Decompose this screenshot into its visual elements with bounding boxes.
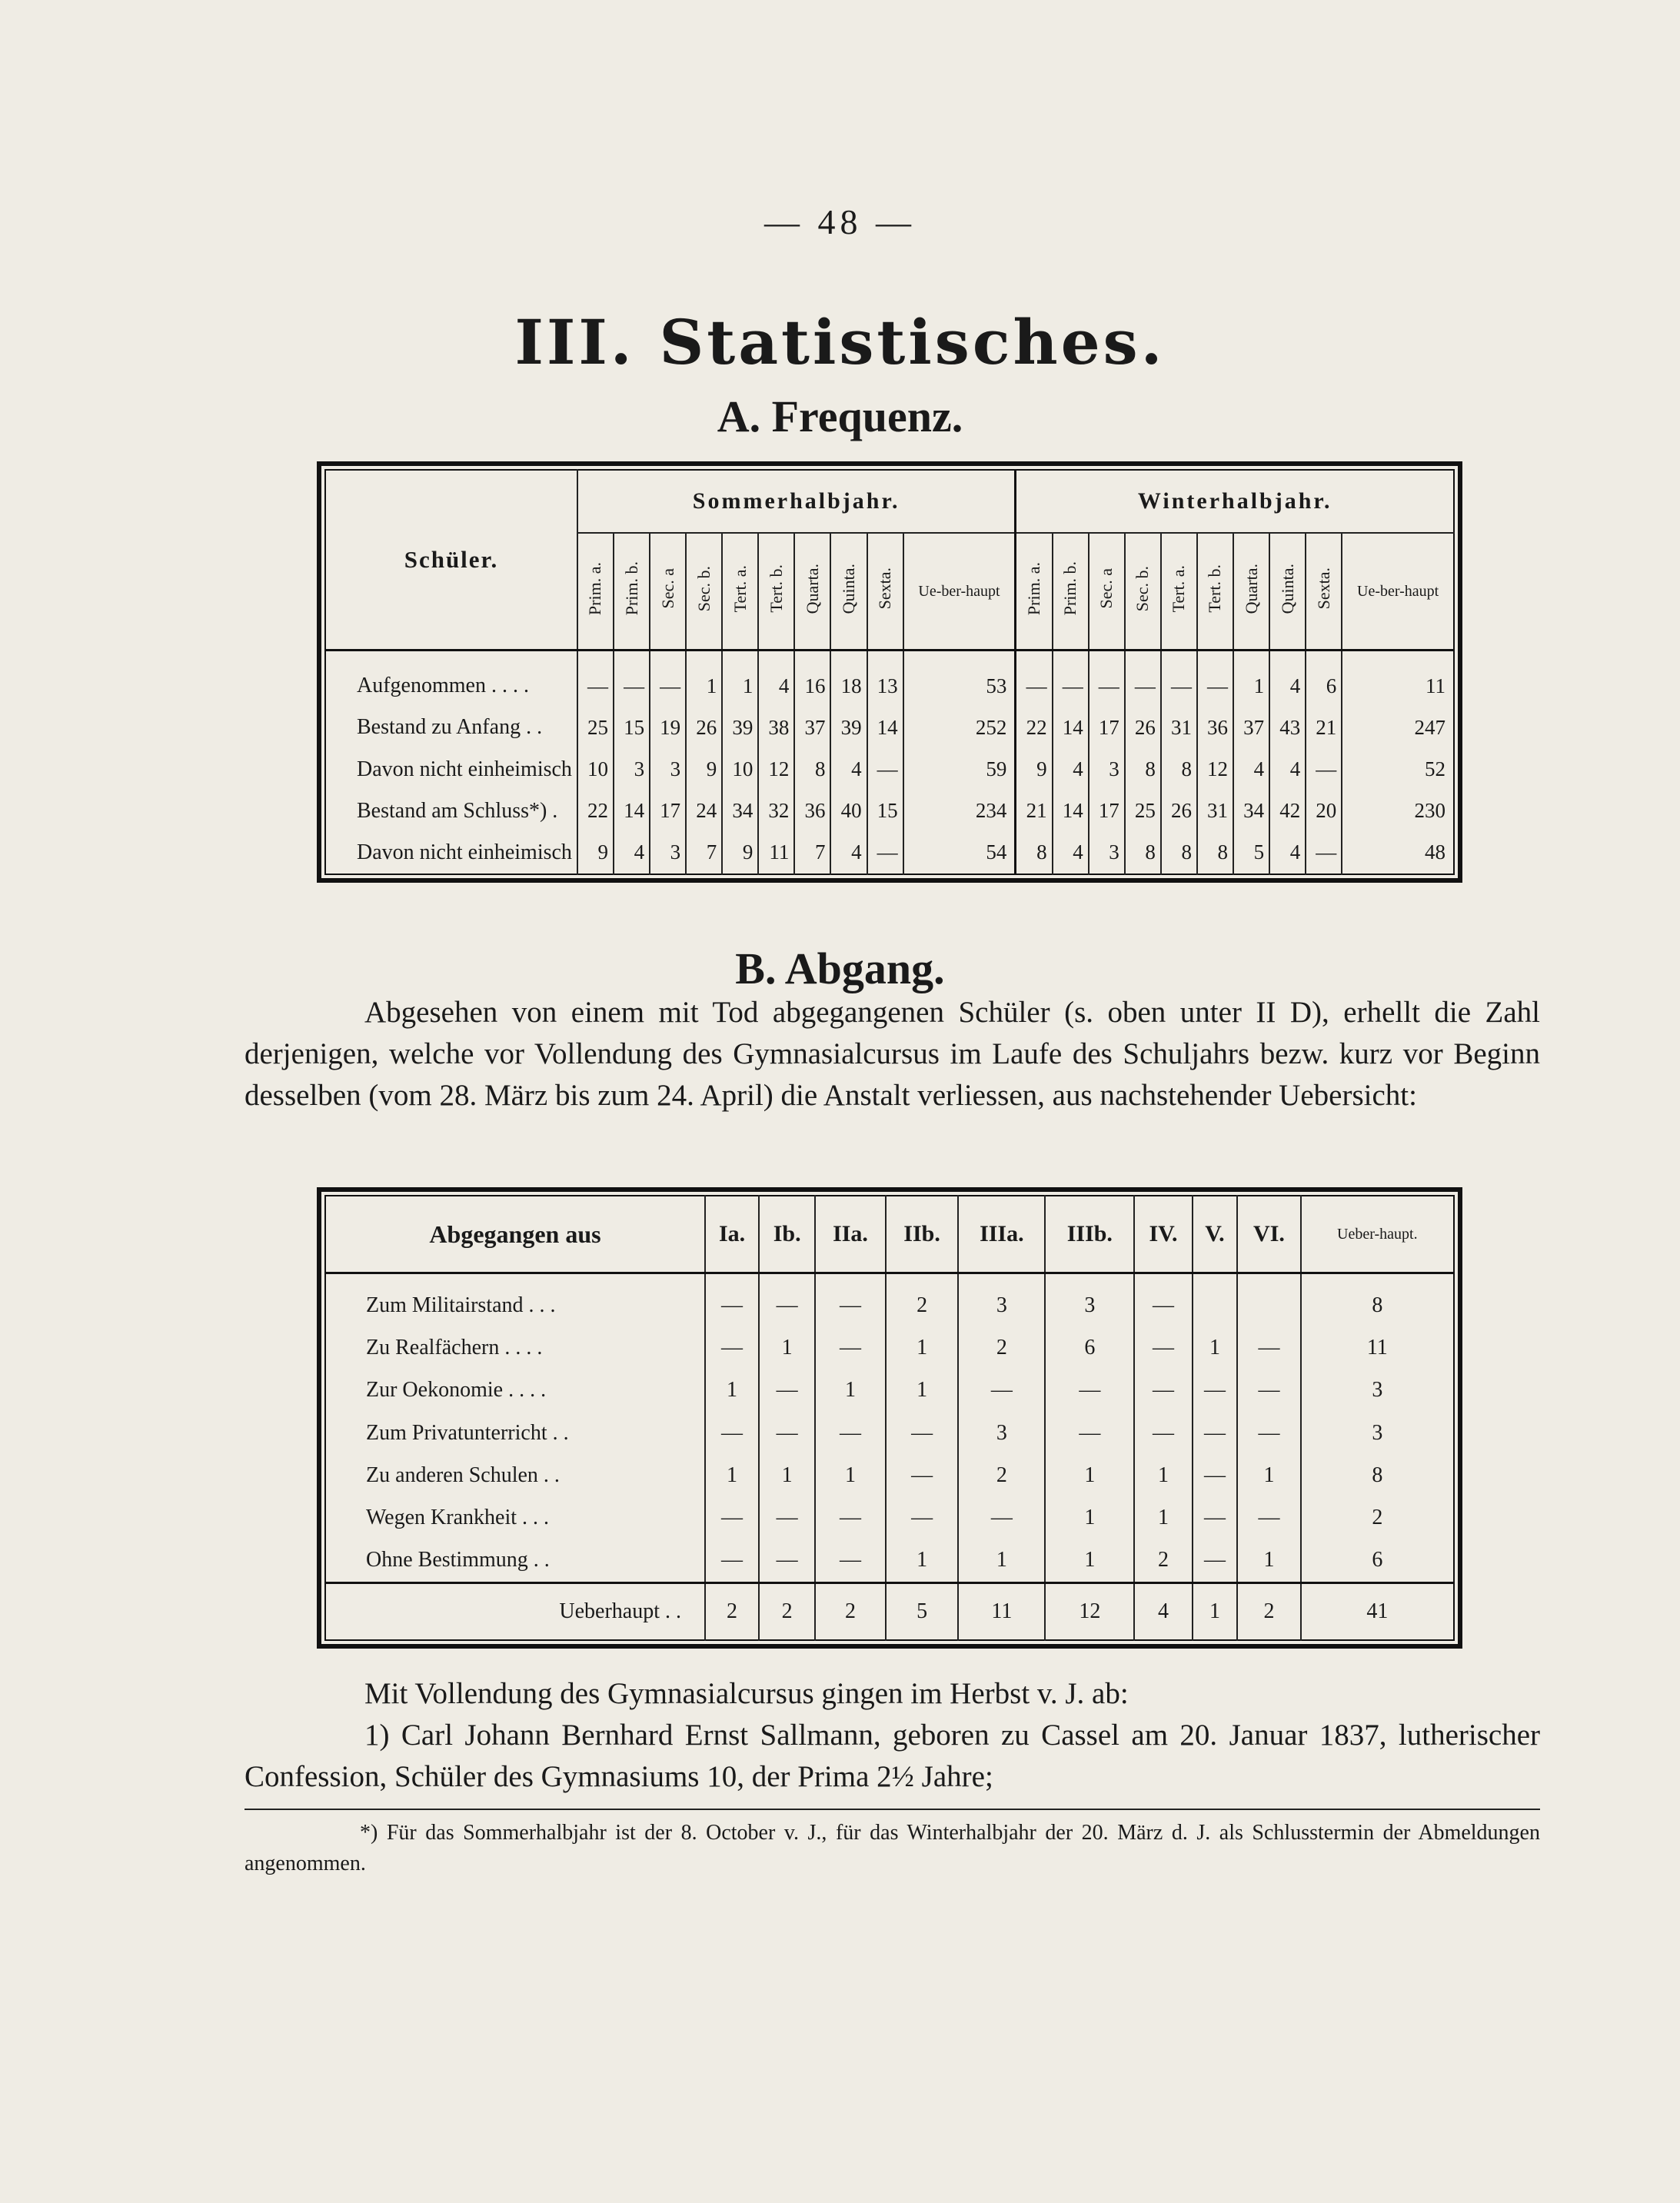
column-header: IIIb. bbox=[1045, 1196, 1134, 1273]
winter-cell: 5 bbox=[1233, 832, 1269, 874]
column-header-winter bbox=[1161, 533, 1197, 651]
table-cell: 1 bbox=[815, 1369, 886, 1412]
winter-cell: 34 bbox=[1233, 790, 1269, 832]
summer-cell: 39 bbox=[830, 707, 867, 748]
column-header: Ia. bbox=[705, 1196, 759, 1273]
winter-cell: — bbox=[1053, 651, 1089, 707]
table-cell: 1 bbox=[1134, 1454, 1192, 1496]
column-header: IV. bbox=[1134, 1196, 1192, 1273]
summer-cell: 3 bbox=[650, 748, 686, 790]
table-cell: 6 bbox=[1045, 1327, 1134, 1369]
summer-cell: 19 bbox=[650, 707, 686, 748]
summer-cell: 3 bbox=[650, 832, 686, 874]
summer-cell: 14 bbox=[614, 790, 650, 832]
sum-cell: 11 bbox=[958, 1583, 1045, 1641]
winter-cell: 12 bbox=[1197, 748, 1233, 790]
sum-cell: 2 bbox=[705, 1583, 759, 1641]
winter-cell: 14 bbox=[1053, 707, 1089, 748]
row-total-cell: 11 bbox=[1301, 1327, 1454, 1369]
table-cell: 1 bbox=[886, 1327, 959, 1369]
table-cell: 1 bbox=[958, 1539, 1045, 1583]
sum-cell: 2 bbox=[815, 1583, 886, 1641]
graduates-intro: Mit Vollendung des Gymnasialcursus gingen im Herbst v. J. ab: bbox=[364, 1677, 1129, 1710]
table-cell: 1 bbox=[886, 1539, 959, 1583]
column-header-label: Prim. a. bbox=[1024, 561, 1044, 616]
winter-cell: 3 bbox=[1089, 832, 1125, 874]
column-header-label: Sexta. bbox=[875, 567, 895, 610]
summer-cell: — bbox=[867, 748, 903, 790]
table-cell: — bbox=[886, 1454, 959, 1496]
table-cell: — bbox=[705, 1412, 759, 1454]
column-header-label: Prim. b. bbox=[621, 561, 641, 616]
sum-cell: 5 bbox=[886, 1583, 959, 1641]
table-cell: 1 bbox=[1045, 1454, 1134, 1496]
winter-cell: — bbox=[1089, 651, 1125, 707]
column-header: VI. bbox=[1237, 1196, 1300, 1273]
summer-cell: 4 bbox=[758, 651, 794, 707]
table-cell: — bbox=[1237, 1496, 1300, 1539]
row-total-cell: 6 bbox=[1301, 1539, 1454, 1583]
row-label: Davon nicht einheimisch bbox=[357, 840, 572, 864]
row-label: Davon nicht einheimisch bbox=[357, 757, 572, 781]
column-header-summer bbox=[577, 533, 614, 651]
winter-cell: 43 bbox=[1269, 707, 1306, 748]
graduates-section bbox=[245, 1673, 1540, 1798]
column-header-winter bbox=[1233, 533, 1269, 651]
winter-cell: 8 bbox=[1125, 748, 1161, 790]
table-row bbox=[325, 790, 1454, 832]
row-label: Bestand zu Anfang . . bbox=[357, 715, 543, 740]
summer-cell: 4 bbox=[830, 832, 867, 874]
column-header-winter bbox=[1016, 533, 1053, 651]
table-cell: — bbox=[759, 1539, 815, 1583]
table-cell: 2 bbox=[1134, 1539, 1192, 1583]
frequenz-table bbox=[324, 469, 1455, 875]
column-header-label: Tert. a. bbox=[730, 564, 750, 613]
summer-cell: 34 bbox=[722, 790, 758, 832]
column-header-label: Tert. b. bbox=[766, 564, 786, 613]
column-header-total-winter: Ue-ber-haupt bbox=[1342, 533, 1454, 651]
table-row bbox=[325, 832, 1454, 874]
winter-cell: 8 bbox=[1016, 832, 1053, 874]
table-cell: — bbox=[1193, 1412, 1238, 1454]
summer-cell: 7 bbox=[686, 832, 722, 874]
column-header-winter bbox=[1197, 533, 1233, 651]
summer-cell: 1 bbox=[686, 651, 722, 707]
winter-cell: 36 bbox=[1197, 707, 1233, 748]
summer-total-cell: 54 bbox=[903, 832, 1016, 874]
summer-header: Sommerhalbjahr. bbox=[577, 470, 1016, 533]
row-label: Zum Militairstand . . . bbox=[366, 1293, 556, 1317]
winter-cell: 14 bbox=[1053, 790, 1089, 832]
table-cell: — bbox=[759, 1412, 815, 1454]
row-label: Aufgenommen . . . . bbox=[357, 674, 529, 698]
intro-paragraph-text: Abgesehen von einem mit Tod abgegangenen Schüler (s. oben unter II D), erhellt die Zahl derjenigen, welche vor Vollendung des Gymnasialcursus im Laufe des Schuljahrs bezw. kurz vor Beginn desselben (vom 28. März bis zum 24. April) die Anstalt verliessen, aus nachstehender Uebersicht: bbox=[245, 996, 1540, 1112]
winter-total-cell: 52 bbox=[1342, 748, 1454, 790]
summer-cell: 39 bbox=[722, 707, 758, 748]
summer-cell: 25 bbox=[577, 707, 614, 748]
column-header-label: Quarta. bbox=[802, 563, 822, 614]
column-header-label: Sec. b. bbox=[694, 565, 714, 612]
table-cell: — bbox=[1193, 1539, 1238, 1583]
summer-cell: 22 bbox=[577, 790, 614, 832]
table-cell: 1 bbox=[705, 1369, 759, 1412]
table-cell: 1 bbox=[705, 1454, 759, 1496]
summer-cell: 38 bbox=[758, 707, 794, 748]
row-total-cell: 8 bbox=[1301, 1454, 1454, 1496]
table-cell: — bbox=[958, 1496, 1045, 1539]
winter-cell: 4 bbox=[1269, 748, 1306, 790]
column-header-label: Quinta. bbox=[839, 563, 859, 614]
summer-cell: — bbox=[614, 651, 650, 707]
table-row bbox=[325, 1412, 1454, 1454]
table-cell: — bbox=[705, 1273, 759, 1327]
column-header-summer bbox=[650, 533, 686, 651]
winter-cell: 9 bbox=[1016, 748, 1053, 790]
table-cell: — bbox=[1237, 1327, 1300, 1369]
abgang-table-frame bbox=[317, 1187, 1462, 1649]
column-header: IIIa. bbox=[958, 1196, 1045, 1273]
table-cell bbox=[1193, 1273, 1238, 1327]
table-cell: — bbox=[1237, 1412, 1300, 1454]
summer-cell: 8 bbox=[794, 748, 830, 790]
table-row bbox=[325, 1496, 1454, 1539]
table-cell: — bbox=[705, 1496, 759, 1539]
winter-cell: 42 bbox=[1269, 790, 1306, 832]
summer-cell: 1 bbox=[722, 651, 758, 707]
table-row bbox=[325, 1454, 1454, 1496]
table-cell: 1 bbox=[1193, 1327, 1238, 1369]
row-label: Bestand am Schluss*) . bbox=[357, 798, 558, 823]
table-cell: — bbox=[1134, 1327, 1192, 1369]
sum-cell: 1 bbox=[1193, 1583, 1238, 1641]
column-header: V. bbox=[1193, 1196, 1238, 1273]
row-label: Zum Privatunterricht . . bbox=[366, 1420, 569, 1445]
summer-cell: — bbox=[650, 651, 686, 707]
table-row bbox=[325, 748, 1454, 790]
winter-cell: 25 bbox=[1125, 790, 1161, 832]
row-label: Ohne Bestimmung . . bbox=[366, 1548, 550, 1572]
winter-cell: — bbox=[1306, 748, 1342, 790]
winter-cell: 8 bbox=[1125, 832, 1161, 874]
winter-cell: 26 bbox=[1125, 707, 1161, 748]
table-cell: 1 bbox=[1237, 1539, 1300, 1583]
table-cell: — bbox=[1237, 1369, 1300, 1412]
table-cell: — bbox=[1193, 1496, 1238, 1539]
table-cell: 1 bbox=[1045, 1496, 1134, 1539]
row-label: Zu Realfächern . . . . bbox=[366, 1336, 543, 1360]
table-cell: 1 bbox=[815, 1454, 886, 1496]
column-header-label: Sec. a bbox=[657, 568, 677, 609]
winter-total-cell: 48 bbox=[1342, 832, 1454, 874]
winter-cell: — bbox=[1016, 651, 1053, 707]
column-header-label: Quinta. bbox=[1277, 563, 1297, 614]
summer-cell: 9 bbox=[722, 832, 758, 874]
summer-cell: — bbox=[867, 832, 903, 874]
table-cell: — bbox=[886, 1412, 959, 1454]
table-cell: 3 bbox=[958, 1412, 1045, 1454]
table-cell: — bbox=[1193, 1369, 1238, 1412]
column-header-summer bbox=[722, 533, 758, 651]
column-header-total-summer: Ue-ber-haupt bbox=[903, 533, 1016, 651]
winter-cell: 1 bbox=[1233, 651, 1269, 707]
summer-cell: 16 bbox=[794, 651, 830, 707]
abgang-label-header: Abgegangen aus bbox=[325, 1196, 705, 1273]
column-header-summer bbox=[758, 533, 794, 651]
summer-cell: 36 bbox=[794, 790, 830, 832]
column-header: IIa. bbox=[815, 1196, 886, 1273]
summer-cell: 14 bbox=[867, 707, 903, 748]
winter-cell: 31 bbox=[1161, 707, 1197, 748]
winter-cell: 4 bbox=[1269, 832, 1306, 874]
subsection-title-frequenz: A. Frequenz. bbox=[717, 391, 963, 441]
column-header-summer bbox=[794, 533, 830, 651]
table-cell: 2 bbox=[958, 1454, 1045, 1496]
table-row bbox=[325, 1273, 1454, 1327]
table-row bbox=[325, 1539, 1454, 1583]
winter-cell: — bbox=[1197, 651, 1233, 707]
schueler-header: Schüler. bbox=[325, 470, 577, 651]
table-cell: — bbox=[705, 1539, 759, 1583]
column-header-winter bbox=[1125, 533, 1161, 651]
table-cell: 1 bbox=[1134, 1496, 1192, 1539]
column-header-label: Tert. b. bbox=[1205, 564, 1225, 613]
column-header-summer bbox=[614, 533, 650, 651]
row-label: Zu anderen Schulen . . bbox=[366, 1463, 560, 1487]
summer-cell: 18 bbox=[830, 651, 867, 707]
winter-cell: — bbox=[1306, 832, 1342, 874]
summer-cell: 17 bbox=[650, 790, 686, 832]
table-cell: 1 bbox=[1045, 1539, 1134, 1583]
sum-cell: 12 bbox=[1045, 1583, 1134, 1641]
winter-cell: 26 bbox=[1161, 790, 1197, 832]
sum-row-label: Ueberhaupt . . bbox=[325, 1583, 705, 1641]
winter-cell: 21 bbox=[1306, 707, 1342, 748]
footnote-text: *) Für das Sommerhalbjahr ist der 8. October v. J., für das Winterhalbjahr der 20. März d. J. als Schlusstermin der Abmeldungen angenommen. bbox=[245, 1821, 1540, 1875]
table-row bbox=[325, 1369, 1454, 1412]
summer-cell: 9 bbox=[686, 748, 722, 790]
summer-cell: 4 bbox=[614, 832, 650, 874]
winter-total-cell: 247 bbox=[1342, 707, 1454, 748]
column-header-winter bbox=[1053, 533, 1089, 651]
summer-cell: 10 bbox=[722, 748, 758, 790]
summer-cell: 3 bbox=[614, 748, 650, 790]
winter-total-cell: 230 bbox=[1342, 790, 1454, 832]
winter-cell: 3 bbox=[1089, 748, 1125, 790]
column-header-label: Sec. a bbox=[1096, 568, 1116, 609]
column-header: Ib. bbox=[759, 1196, 815, 1273]
summer-cell: 37 bbox=[794, 707, 830, 748]
summer-cell: 12 bbox=[758, 748, 794, 790]
row-total-cell: 8 bbox=[1301, 1273, 1454, 1327]
winter-cell: 21 bbox=[1016, 790, 1053, 832]
section-title: III. Statistisches. bbox=[514, 306, 1166, 378]
table-cell: — bbox=[759, 1496, 815, 1539]
sum-cell: 2 bbox=[759, 1583, 815, 1641]
column-header-summer bbox=[686, 533, 722, 651]
table-row bbox=[325, 1327, 1454, 1369]
table-cell: — bbox=[1134, 1412, 1192, 1454]
column-header-total: Ueber-haupt. bbox=[1301, 1196, 1454, 1273]
table-cell: — bbox=[1045, 1412, 1134, 1454]
winter-cell: 17 bbox=[1089, 707, 1125, 748]
column-header-winter bbox=[1306, 533, 1342, 651]
column-header-label: Prim. a. bbox=[585, 561, 605, 616]
summer-total-cell: 59 bbox=[903, 748, 1016, 790]
sum-cell: 2 bbox=[1237, 1583, 1300, 1641]
table-cell: 1 bbox=[759, 1454, 815, 1496]
summer-cell: 32 bbox=[758, 790, 794, 832]
column-header-label: Prim. b. bbox=[1060, 561, 1080, 616]
table-cell: — bbox=[759, 1369, 815, 1412]
column-header-label: Quarta. bbox=[1241, 563, 1261, 614]
table-cell: 3 bbox=[958, 1273, 1045, 1327]
column-header-summer bbox=[830, 533, 867, 651]
table-cell: — bbox=[705, 1327, 759, 1369]
column-header-winter bbox=[1269, 533, 1306, 651]
summer-cell: 10 bbox=[577, 748, 614, 790]
winter-cell: 22 bbox=[1016, 707, 1053, 748]
table-cell: — bbox=[958, 1369, 1045, 1412]
summer-cell: 15 bbox=[867, 790, 903, 832]
table-cell: — bbox=[886, 1496, 959, 1539]
winter-cell: 20 bbox=[1306, 790, 1342, 832]
graduate-entry: 1) Carl Johann Bernhard Ernst Sallmann, geboren zu Cassel am 20. Januar 1837, lutherischer Confession, Schüler des Gymnasiums 10, der Prima 2½ Jahre; bbox=[245, 1719, 1540, 1793]
table-row bbox=[325, 707, 1454, 748]
column-header: IIb. bbox=[886, 1196, 959, 1273]
winter-cell: 8 bbox=[1161, 748, 1197, 790]
winter-cell: 8 bbox=[1161, 832, 1197, 874]
winter-cell: 4 bbox=[1233, 748, 1269, 790]
winter-cell: 6 bbox=[1306, 651, 1342, 707]
summer-cell: 11 bbox=[758, 832, 794, 874]
winter-cell: 8 bbox=[1197, 832, 1233, 874]
summer-cell: 15 bbox=[614, 707, 650, 748]
table-cell bbox=[1237, 1273, 1300, 1327]
summer-cell: 40 bbox=[830, 790, 867, 832]
winter-cell: 4 bbox=[1053, 832, 1089, 874]
summer-cell: 13 bbox=[867, 651, 903, 707]
row-label: Zur Oekonomie . . . . bbox=[366, 1378, 547, 1403]
table-cell: — bbox=[815, 1539, 886, 1583]
grand-total-cell: 41 bbox=[1301, 1583, 1454, 1641]
winter-cell: 4 bbox=[1053, 748, 1089, 790]
column-header-winter bbox=[1089, 533, 1125, 651]
summer-total-cell: 53 bbox=[903, 651, 1016, 707]
summer-cell: 7 bbox=[794, 832, 830, 874]
summer-cell: 24 bbox=[686, 790, 722, 832]
table-cell: 1 bbox=[886, 1369, 959, 1412]
summer-cell: 9 bbox=[577, 832, 614, 874]
table-cell: — bbox=[1134, 1369, 1192, 1412]
winter-cell: 17 bbox=[1089, 790, 1125, 832]
winter-cell: 31 bbox=[1197, 790, 1233, 832]
intro-paragraph bbox=[245, 992, 1540, 1116]
column-header-summer bbox=[867, 533, 903, 651]
row-total-cell: 2 bbox=[1301, 1496, 1454, 1539]
footnote-rule bbox=[245, 1809, 1540, 1810]
winter-header: Winterhalbjahr. bbox=[1016, 470, 1454, 533]
table-cell: — bbox=[1045, 1369, 1134, 1412]
winter-cell: 37 bbox=[1233, 707, 1269, 748]
column-header-label: Sec. b. bbox=[1133, 565, 1153, 612]
summer-total-cell: 252 bbox=[903, 707, 1016, 748]
summer-cell: 4 bbox=[830, 748, 867, 790]
frequenz-table-frame bbox=[317, 461, 1462, 883]
table-cell: — bbox=[815, 1273, 886, 1327]
summer-total-cell: 234 bbox=[903, 790, 1016, 832]
table-cell: 2 bbox=[958, 1327, 1045, 1369]
abgang-table bbox=[324, 1195, 1455, 1641]
table-cell: — bbox=[815, 1496, 886, 1539]
table-cell: 1 bbox=[759, 1327, 815, 1369]
table-cell: — bbox=[1134, 1273, 1192, 1327]
summer-cell: 26 bbox=[686, 707, 722, 748]
table-cell: 2 bbox=[886, 1273, 959, 1327]
subsection-title-abgang: B. Abgang. bbox=[735, 943, 945, 993]
table-cell: 3 bbox=[1045, 1273, 1134, 1327]
table-cell: — bbox=[815, 1412, 886, 1454]
row-label: Wegen Krankheit . . . bbox=[366, 1506, 549, 1530]
winter-cell: 4 bbox=[1269, 651, 1306, 707]
footnote bbox=[245, 1818, 1540, 1879]
summer-cell: — bbox=[577, 651, 614, 707]
table-cell: — bbox=[1193, 1454, 1238, 1496]
column-header-label: Sexta. bbox=[1313, 567, 1333, 610]
winter-total-cell: 11 bbox=[1342, 651, 1454, 707]
row-total-cell: 3 bbox=[1301, 1369, 1454, 1412]
page-number: — 48 — bbox=[764, 202, 916, 241]
row-total-cell: 3 bbox=[1301, 1412, 1454, 1454]
table-cell: 1 bbox=[1237, 1454, 1300, 1496]
winter-cell: — bbox=[1125, 651, 1161, 707]
table-cell: — bbox=[815, 1327, 886, 1369]
table-row bbox=[325, 651, 1454, 707]
sum-cell: 4 bbox=[1134, 1583, 1192, 1641]
column-header-label: Tert. a. bbox=[1169, 564, 1189, 613]
winter-cell: — bbox=[1161, 651, 1197, 707]
table-cell: — bbox=[759, 1273, 815, 1327]
